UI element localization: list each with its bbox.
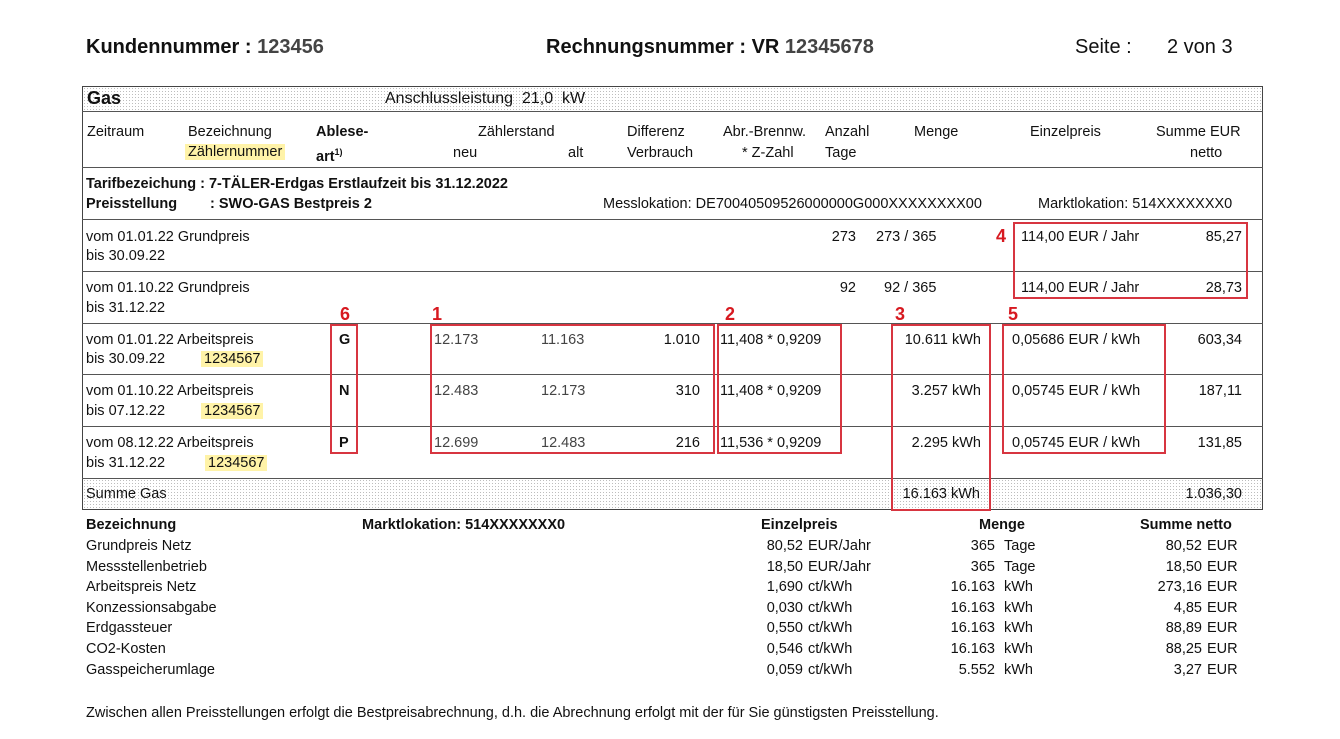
- arbeit-row-3-von: vom 08.12.22 Arbeitspreis: [86, 435, 254, 451]
- netz-row-7-munit: kWh: [1004, 661, 1033, 678]
- grund-row-2-menge: 92 / 365: [884, 280, 937, 296]
- summe-gas-label: Summe Gas: [86, 486, 167, 502]
- arbeit-row-1-menge: 10.611 kWh: [904, 332, 981, 348]
- arbeit-row-3-art: P: [339, 435, 349, 451]
- col-ableseart-2: [316, 144, 343, 166]
- preisstellung-value: : SWO-GAS Bestpreis 2: [210, 196, 372, 212]
- arbeit-row-1-alt: 11.163: [541, 332, 585, 348]
- anschlussleistung: [385, 90, 585, 108]
- netz-row-5-cur: EUR: [1207, 620, 1238, 637]
- netz-row-6-einheit: ct/kWh: [808, 641, 853, 657]
- netz-row-1-name: Grundpreis Netz: [86, 538, 192, 554]
- arbeit-row-1-zaehler: 1234567: [201, 351, 263, 367]
- netz-row-3-preis: 1,690: [766, 579, 803, 596]
- annotation-box-5: [1002, 324, 1166, 454]
- netz-row-3-cur: EUR: [1207, 579, 1238, 596]
- netz-row-1-menge: 365: [970, 538, 995, 554]
- arbeit-row-2-neu: 12.483: [434, 383, 479, 399]
- col-ableseart-sup: 1): [334, 147, 343, 157]
- rechnungsnummer-value: 12345678: [784, 36, 874, 58]
- kundennummer-label: Kundennummer :: [86, 36, 258, 58]
- arbeit-row-3-alt: 12.483: [541, 435, 586, 451]
- netz-row-7-name: Gasspeicherumlage: [86, 661, 215, 678]
- netz-row-2-menge: 365: [970, 558, 995, 575]
- arbeit-row-3-brennwert: 11,536 * 0,9209: [720, 435, 822, 451]
- annotation-box-6: [330, 324, 358, 454]
- anschluss-value: 21,0: [521, 90, 554, 107]
- netz-row-3-munit: kWh: [1004, 579, 1033, 596]
- netz-row-4-munit: kWh: [1004, 599, 1033, 616]
- kundennummer-value: 123456: [257, 36, 324, 58]
- netz-row-7-summe: 3,27: [1173, 661, 1202, 678]
- arbeit-row-1-diff: 1.010: [663, 332, 700, 348]
- grund-row-1-anzahl: 273: [831, 229, 856, 245]
- netz-col-marktlokation: Marktlokation: 514XXXXXXX0: [362, 517, 566, 533]
- grund-row-1-bis: bis 30.09.22: [86, 248, 166, 264]
- grund-row-1-menge: 273 / 365: [876, 229, 937, 245]
- netz-row-4-einheit: ct/kWh: [808, 599, 853, 616]
- netz-row-3-name: Arbeitspreis Netz: [86, 579, 197, 596]
- col-zaehlerstand: Zählerstand: [478, 124, 555, 140]
- gas-title: Gas: [87, 88, 122, 108]
- col-menge: Menge: [914, 124, 959, 140]
- grund-row-2-summe: 28,73: [1205, 280, 1242, 296]
- netz-row-2-einheit: EUR/Jahr: [808, 558, 871, 575]
- netz-col-summe: Summe netto: [1140, 517, 1232, 533]
- arbeit-row-3-summe: 131,85: [1197, 435, 1242, 451]
- netz-row-4-name: Konzessionsabgabe: [86, 599, 217, 616]
- annotation-box-2: [717, 324, 842, 454]
- netz-row-1-munit: Tage: [1004, 538, 1036, 554]
- arbeit-row-3-einzelpreis: 0,05745 EUR / kWh: [1012, 435, 1141, 451]
- netz-col-menge: Menge: [979, 517, 1025, 533]
- anschluss-label: Anschlussleistung: [385, 90, 514, 107]
- netz-row-1-preis: 80,52: [766, 538, 803, 554]
- grund-row-2-anzahl: 92: [839, 280, 856, 296]
- netz-row-7-einheit: ct/kWh: [808, 661, 853, 678]
- arbeit-row-3-neu: 12.699: [434, 435, 479, 451]
- grund-row-2-einzelpreis: 114,00 EUR / Jahr: [1021, 280, 1140, 296]
- netz-col-bezeichnung: Bezeichnung: [86, 517, 177, 533]
- gas-title-bar: [83, 87, 1262, 111]
- preisstellung-label: Preisstellung: [86, 196, 178, 212]
- col-bezeichnung: Bezeichnung: [188, 124, 272, 140]
- rechnungsnummer: [546, 36, 874, 59]
- arbeit-row-2-summe: 187,11: [1198, 383, 1242, 399]
- netz-row-5-summe: 88,89: [1165, 620, 1202, 637]
- annotation-label-5: 5: [1008, 304, 1019, 324]
- grund-row-1-summe: 85,27: [1205, 229, 1242, 245]
- col-zeitraum: Zeitraum: [87, 124, 145, 140]
- arbeit-row-3-diff: 216: [675, 435, 700, 451]
- netz-row-4-menge: 16.163: [950, 599, 995, 616]
- col-differenz: Differenz: [627, 124, 685, 140]
- arbeit-row-1-brennwert: 11,408 * 0,9209: [720, 332, 822, 348]
- netz-row-3-summe: 273,16: [1157, 579, 1202, 596]
- netz-row-1-cur: EUR: [1207, 538, 1238, 554]
- arbeit-row-2-bis: bis 07.12.22: [86, 403, 166, 419]
- messlokation: Messlokation: DE70040509526000000G000XXXXXXXX00: [603, 196, 982, 212]
- netz-row-6-cur: EUR: [1207, 641, 1238, 657]
- netz-row-1-summe: 80,52: [1165, 538, 1202, 554]
- arbeit-row-2-zaehler: 1234567: [201, 403, 263, 419]
- col-alt: alt: [568, 145, 584, 161]
- netz-row-5-preis: 0,550: [766, 620, 803, 637]
- netz-row-5-name: Erdgassteuer: [86, 620, 173, 637]
- col-verbrauch: Verbrauch: [627, 145, 694, 161]
- col-ableseart-1: Ablese-: [316, 124, 369, 140]
- arbeit-row-3-menge: 2.295 kWh: [911, 435, 981, 451]
- netz-row-3-menge: 16.163: [950, 579, 995, 596]
- grund-row-2-von: vom 01.10.22 Grundpreis: [86, 280, 250, 296]
- arbeit-row-2-alt: 12.173: [541, 383, 586, 399]
- kundennummer: [86, 36, 324, 59]
- arbeit-row-1-von: vom 01.01.22 Arbeitspreis: [86, 332, 254, 348]
- netz-row-5-einheit: ct/kWh: [808, 620, 853, 637]
- annotation-box-3: [891, 324, 991, 511]
- arbeit-row-2-menge: 3.257 kWh: [911, 383, 981, 399]
- netz-row-1-einheit: EUR/Jahr: [808, 538, 871, 554]
- netz-col-einzelpreis: Einzelpreis: [761, 517, 838, 533]
- grund-row-1-einzelpreis: 114,00 EUR / Jahr: [1021, 229, 1140, 245]
- arbeit-row-1-bis: bis 30.09.22: [86, 351, 166, 367]
- arbeit-row-2-einzelpreis: 0,05745 EUR / kWh: [1012, 383, 1141, 399]
- grund-row-1-von: vom 01.01.22 Grundpreis: [86, 229, 250, 245]
- marktlokation: Marktlokation: 514XXXXXXX0: [1038, 196, 1233, 212]
- arbeit-row-1-art: G: [339, 332, 351, 348]
- anschluss-unit: kW: [562, 90, 586, 107]
- netz-row-5-menge: 16.163: [950, 620, 995, 637]
- annotation-label-1: 1: [432, 304, 443, 324]
- annotation-box-4: [1013, 222, 1248, 299]
- summe-gas-menge: 16.163 kWh: [902, 486, 980, 502]
- arbeit-row-2-von: vom 01.10.22 Arbeitspreis: [86, 383, 254, 399]
- netz-row-6-preis: 0,546: [766, 641, 803, 657]
- col-einzelpreis: Einzelpreis: [1030, 124, 1101, 140]
- tarif-bezeichnung: Tarifbezeichung : 7-TÄLER-Erdgas Erstlaufzeit bis 31.12.2022: [86, 176, 508, 192]
- netz-row-2-name: Messstellenbetrieb: [86, 558, 207, 575]
- netz-row-2-preis: 18,50: [766, 558, 803, 575]
- annotation-box-1: [430, 324, 715, 454]
- col-ableseart-text: art: [316, 148, 335, 165]
- col-summe: Summe EUR: [1156, 124, 1241, 140]
- col-anzahl: Anzahl: [825, 124, 870, 140]
- netz-row-3-einheit: ct/kWh: [808, 579, 853, 596]
- netz-row-5-munit: kWh: [1004, 620, 1033, 637]
- col-zaehlernummer: Zählernummer: [185, 144, 285, 160]
- annotation-label-4: 4: [996, 226, 1007, 246]
- arbeit-row-2-art: N: [339, 383, 350, 399]
- arbeit-row-1-einzelpreis: 0,05686 EUR / kWh: [1012, 332, 1141, 348]
- arbeit-row-2-brennwert: 11,408 * 0,9209: [720, 383, 822, 399]
- arbeit-row-3-zaehler: 1234567: [205, 455, 267, 471]
- annotation-label-3: 3: [895, 304, 906, 324]
- netz-row-2-summe: 18,50: [1165, 558, 1202, 575]
- arbeit-row-1-summe: 603,34: [1197, 332, 1242, 348]
- col-netto: netto: [1190, 145, 1223, 161]
- col-zzahl: * Z-Zahl: [742, 145, 794, 161]
- seite-label: Seite :: [1075, 36, 1132, 58]
- netz-row-7-preis: 0,059: [766, 661, 803, 678]
- netz-row-4-summe: 4,85: [1173, 599, 1202, 616]
- rechnungsnummer-label: Rechnungsnummer : VR: [546, 36, 785, 58]
- arbeit-row-1-neu: 12.173: [434, 332, 479, 348]
- netz-row-2-cur: EUR: [1207, 558, 1238, 575]
- annotation-label-2: 2: [725, 304, 736, 324]
- netz-row-6-munit: kWh: [1004, 641, 1033, 657]
- netz-row-6-summe: 88,25: [1165, 641, 1202, 657]
- netz-row-4-cur: EUR: [1207, 599, 1238, 616]
- netz-row-6-name: CO2-Kosten: [86, 641, 166, 657]
- summe-gas-bar: [83, 479, 1262, 509]
- col-brennwert: Abr.-Brennw.: [723, 124, 807, 140]
- footer-note: Zwischen allen Preisstellungen erfolgt die Bestpreisabrechnung, d.h. die Abrechnung erfolgt mit der für Sie günstigsten Preisstellung.: [86, 705, 939, 721]
- col-tage: Tage: [825, 145, 857, 161]
- seite-value: 2 von 3: [1167, 36, 1233, 58]
- netz-row-4-preis: 0,030: [766, 599, 803, 616]
- netz-row-7-menge: 5.552: [958, 661, 995, 678]
- netz-row-7-cur: EUR: [1207, 661, 1238, 678]
- annotation-label-6: 6: [340, 304, 351, 324]
- netz-row-2-munit: Tage: [1004, 558, 1036, 575]
- summe-gas-summe: 1.036,30: [1185, 486, 1242, 502]
- arbeit-row-2-diff: 310: [675, 383, 700, 399]
- arbeit-row-3-bis: bis 31.12.22: [86, 455, 166, 471]
- netz-row-6-menge: 16.163: [950, 641, 995, 657]
- grund-row-2-bis: bis 31.12.22: [86, 300, 166, 316]
- col-neu: neu: [453, 145, 478, 161]
